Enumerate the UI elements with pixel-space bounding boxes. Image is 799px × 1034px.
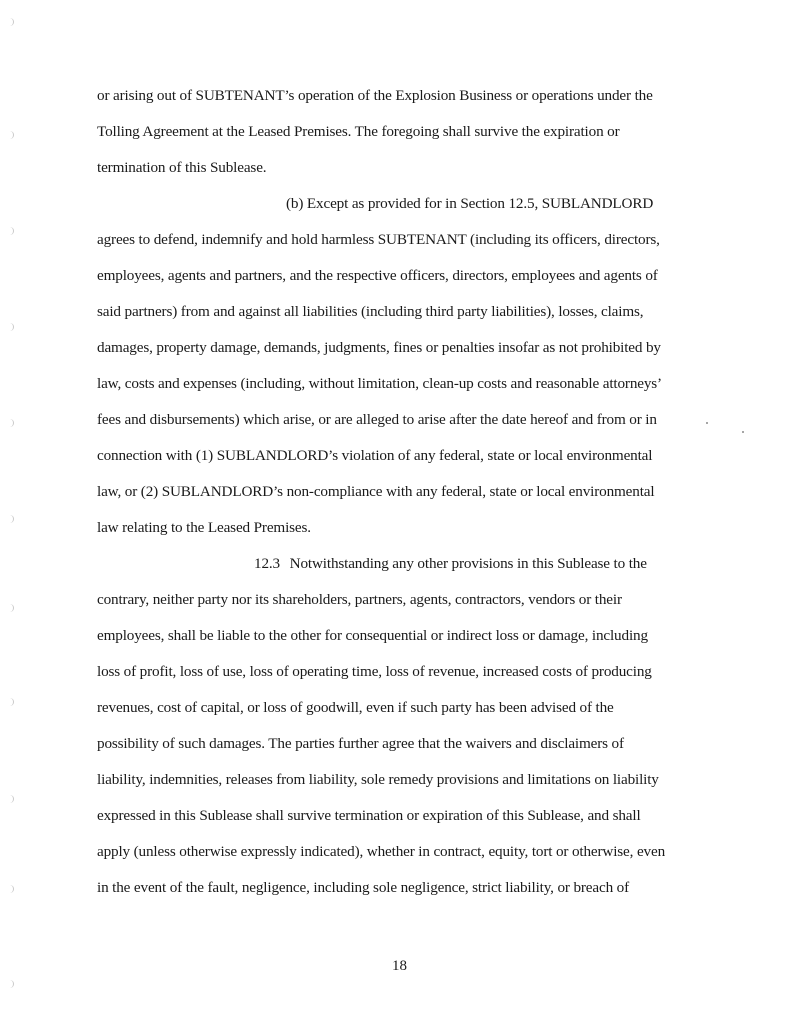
scan-artifact (9, 795, 14, 803)
body-line: law, costs and expenses (including, without limitation, clean-up costs and reasonable attorneys’ (97, 375, 662, 392)
section-12-3-heading-line (254, 555, 647, 573)
body-line: revenues, cost of capital, or loss of goodwill, even if such party has been advised of the (97, 699, 614, 716)
body-line: liability, indemnities, releases from liability, sole remedy provisions and limitations on liability (97, 771, 659, 788)
body-line: agrees to defend, indemnify and hold harmless SUBTENANT (including its officers, directors, (97, 231, 660, 248)
body-line: law relating to the Leased Premises. (97, 519, 311, 536)
scan-artifact (9, 698, 14, 706)
scan-artifact (9, 323, 14, 331)
body-line: said partners) from and against all liabilities (including third party liabilities), losses, claims, (97, 303, 644, 320)
body-line: contrary, neither party nor its shareholders, partners, agents, contractors, vendors or their (97, 591, 622, 608)
scan-artifact (9, 419, 14, 427)
body-line: or arising out of SUBTENANT’s operation of the Explosion Business or operations under the (97, 87, 653, 104)
scan-artifact (9, 980, 14, 988)
scan-speck (742, 431, 744, 433)
body-line: damages, property damage, demands, judgments, fines or penalties insofar as not prohibited by (97, 339, 661, 356)
body-line: fees and disbursements) which arise, or are alleged to arise after the date hereof and from or in (97, 411, 657, 428)
body-line: loss of profit, loss of use, loss of operating time, loss of revenue, increased costs of producing (97, 663, 652, 680)
section-text: Notwithstanding any other provisions in this Sublease to the (289, 555, 647, 572)
scan-artifact (9, 885, 14, 893)
body-line: employees, agents and partners, and the respective officers, directors, employees and agents of (97, 267, 658, 284)
body-line: termination of this Sublease. (97, 159, 267, 176)
scan-artifact (9, 227, 14, 235)
body-line: possibility of such damages. The parties further agree that the waivers and disclaimers of (97, 735, 624, 752)
section-number: 12.3 (254, 555, 280, 572)
body-line: law, or (2) SUBLANDLORD’s non-compliance with any federal, state or local environmental (97, 483, 655, 500)
subsection-b-heading-line: (b) Except as provided for in Section 12.5, SUBLANDLORD (286, 195, 654, 212)
body-line: connection with (1) SUBLANDLORD’s violation of any federal, state or local environmental (97, 447, 653, 464)
scan-artifact (9, 131, 14, 139)
body-line: expressed in this Sublease shall survive termination or expiration of this Sublease, and shall (97, 807, 641, 824)
page-number: 18 (392, 958, 407, 974)
scan-speck (706, 422, 708, 424)
scan-artifact (9, 604, 14, 612)
scan-artifact (9, 18, 14, 26)
scan-artifact (9, 515, 14, 523)
body-line: in the event of the fault, negligence, including sole negligence, strict liability, or breach of (97, 879, 630, 896)
body-line: employees, shall be liable to the other for consequential or indirect loss or damage, including (97, 627, 648, 644)
body-line: apply (unless otherwise expressly indicated), whether in contract, equity, tort or otherwise, even (97, 843, 666, 860)
body-line: Tolling Agreement at the Leased Premises. The foregoing shall survive the expiration or (97, 123, 620, 140)
